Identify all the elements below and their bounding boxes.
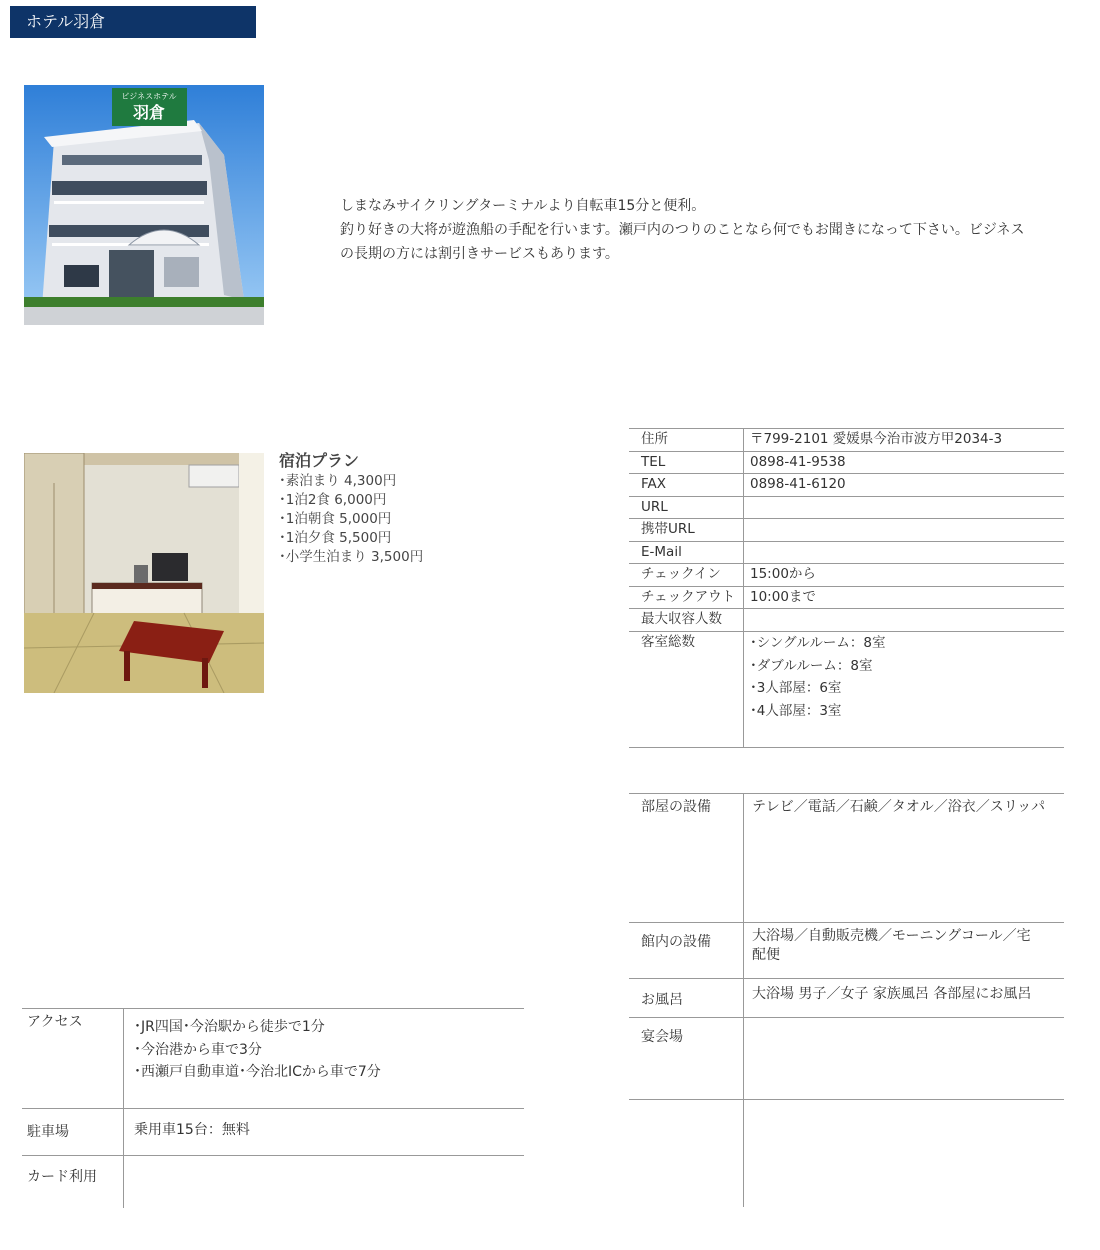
room-facilities-value: テレビ／電話／石鹸／タオル／浴衣／スリッパ (744, 794, 1065, 923)
mobile-url-label: 携帯URL (629, 519, 744, 542)
banquet-value (744, 1018, 1065, 1100)
room-type-item: ･3人部屋：6室 (750, 680, 842, 696)
mobile-url-value[interactable] (744, 519, 1065, 542)
plan-item: ･素泊まり 4,300円 (279, 473, 397, 489)
checkin-label: チェックイン (629, 564, 744, 587)
url-value[interactable] (744, 497, 1065, 519)
table-row (22, 1109, 524, 1156)
fax-value: 0898-41-6120 (744, 474, 1065, 497)
checkin-value: 15:00から (744, 564, 1065, 587)
bath-label: お風呂 (629, 979, 744, 1018)
table-row (629, 542, 1064, 564)
column-divider (743, 1100, 744, 1207)
table-row (629, 923, 1064, 979)
bath-value: 大浴場 男子／女子 家族風呂 各部屋にお風呂 (744, 979, 1065, 1018)
banquet-label: 宴会場 (629, 1018, 744, 1100)
address-label: 住所 (629, 429, 744, 452)
card-label: カード利用 (22, 1156, 124, 1208)
checkout-value: 10:00まで (744, 587, 1065, 609)
table-row (629, 497, 1064, 519)
table-row (629, 452, 1064, 474)
intro-line-1: しまなみサイクリングターミナルより自転車15分と便利。 (340, 198, 706, 214)
stay-plan (279, 450, 579, 567)
tel-label: TEL (629, 452, 744, 474)
access-item: ･今治港から車で3分 (134, 1041, 262, 1058)
table-row (629, 429, 1064, 452)
stay-plan-title: 宿泊プラン (279, 451, 360, 470)
plan-item: ･小学生泊まり 3,500円 (279, 549, 424, 565)
page-title: ホテル羽倉 (10, 6, 256, 38)
access-item: ･西瀬戸自動車道･今治北ICから車で7分 (134, 1064, 381, 1080)
plan-item: ･1泊夕食 5,500円 (279, 530, 392, 546)
plan-item: ･1泊朝食 5,000円 (279, 511, 392, 527)
parking-value: 乗用車15台：無料 (124, 1109, 525, 1156)
table-row (629, 1018, 1064, 1100)
hotel-sign-name: 羽倉 (132, 103, 166, 122)
table-row (629, 632, 1064, 748)
checkout-label: チェックアウト (629, 587, 744, 609)
table-row (629, 609, 1064, 632)
table-row (629, 474, 1064, 497)
access-label: アクセス (22, 1009, 124, 1109)
room-type-item: ･ダブルルーム：8室 (750, 657, 873, 674)
facilities-table (629, 793, 1064, 1100)
card-value (124, 1156, 525, 1208)
parking-label: 駐車場 (22, 1109, 124, 1156)
table-row (22, 1009, 524, 1109)
email-label: E-Mail (629, 542, 744, 564)
fax-label: FAX (629, 474, 744, 497)
hotel-sign-subtitle: ビジネスホテル (121, 92, 177, 101)
plan-item: ･1泊2食 6,000円 (279, 492, 387, 508)
tel-value: 0898-41-9538 (744, 452, 1065, 474)
hotel-info-table (629, 428, 1064, 748)
room-type-item: ･シングルルーム：8室 (750, 635, 886, 651)
url-label: URL (629, 497, 744, 519)
access-item: ･JR四国･今治駅から徒歩で1分 (134, 1019, 325, 1035)
table-row (629, 564, 1064, 587)
table-row (629, 587, 1064, 609)
room-facilities-label: 部屋の設備 (629, 794, 744, 923)
rooms-value (744, 632, 1065, 748)
address-value: 〒799-2101 愛媛県今治市波方甲2034-3 (744, 429, 1065, 452)
room-type-item: ･4人部屋：3室 (750, 702, 842, 719)
building-facilities-value: 大浴場／自動販売機／モーニングコール／宅配便 (744, 923, 1065, 979)
access-table (22, 1008, 524, 1208)
table-row (629, 979, 1064, 1018)
hotel-exterior-photo (24, 85, 264, 325)
room-photo (24, 453, 264, 693)
capacity-value (744, 609, 1065, 632)
table-row (629, 794, 1064, 923)
table-row (22, 1156, 524, 1208)
rooms-label: 客室総数 (629, 632, 744, 748)
table-row (629, 519, 1064, 542)
email-value[interactable] (744, 542, 1065, 564)
capacity-label: 最大収容人数 (629, 609, 744, 632)
intro-text (340, 194, 1030, 266)
intro-line-2: 釣り好きの大将が遊漁船の手配を行います。瀬戸内のつりのことなら何でもお聞きになって下さい。ビジネスの長期の方には割引きサービスもあります。 (340, 222, 1025, 262)
access-value (124, 1009, 525, 1109)
building-facilities-label: 館内の設備 (629, 923, 744, 979)
